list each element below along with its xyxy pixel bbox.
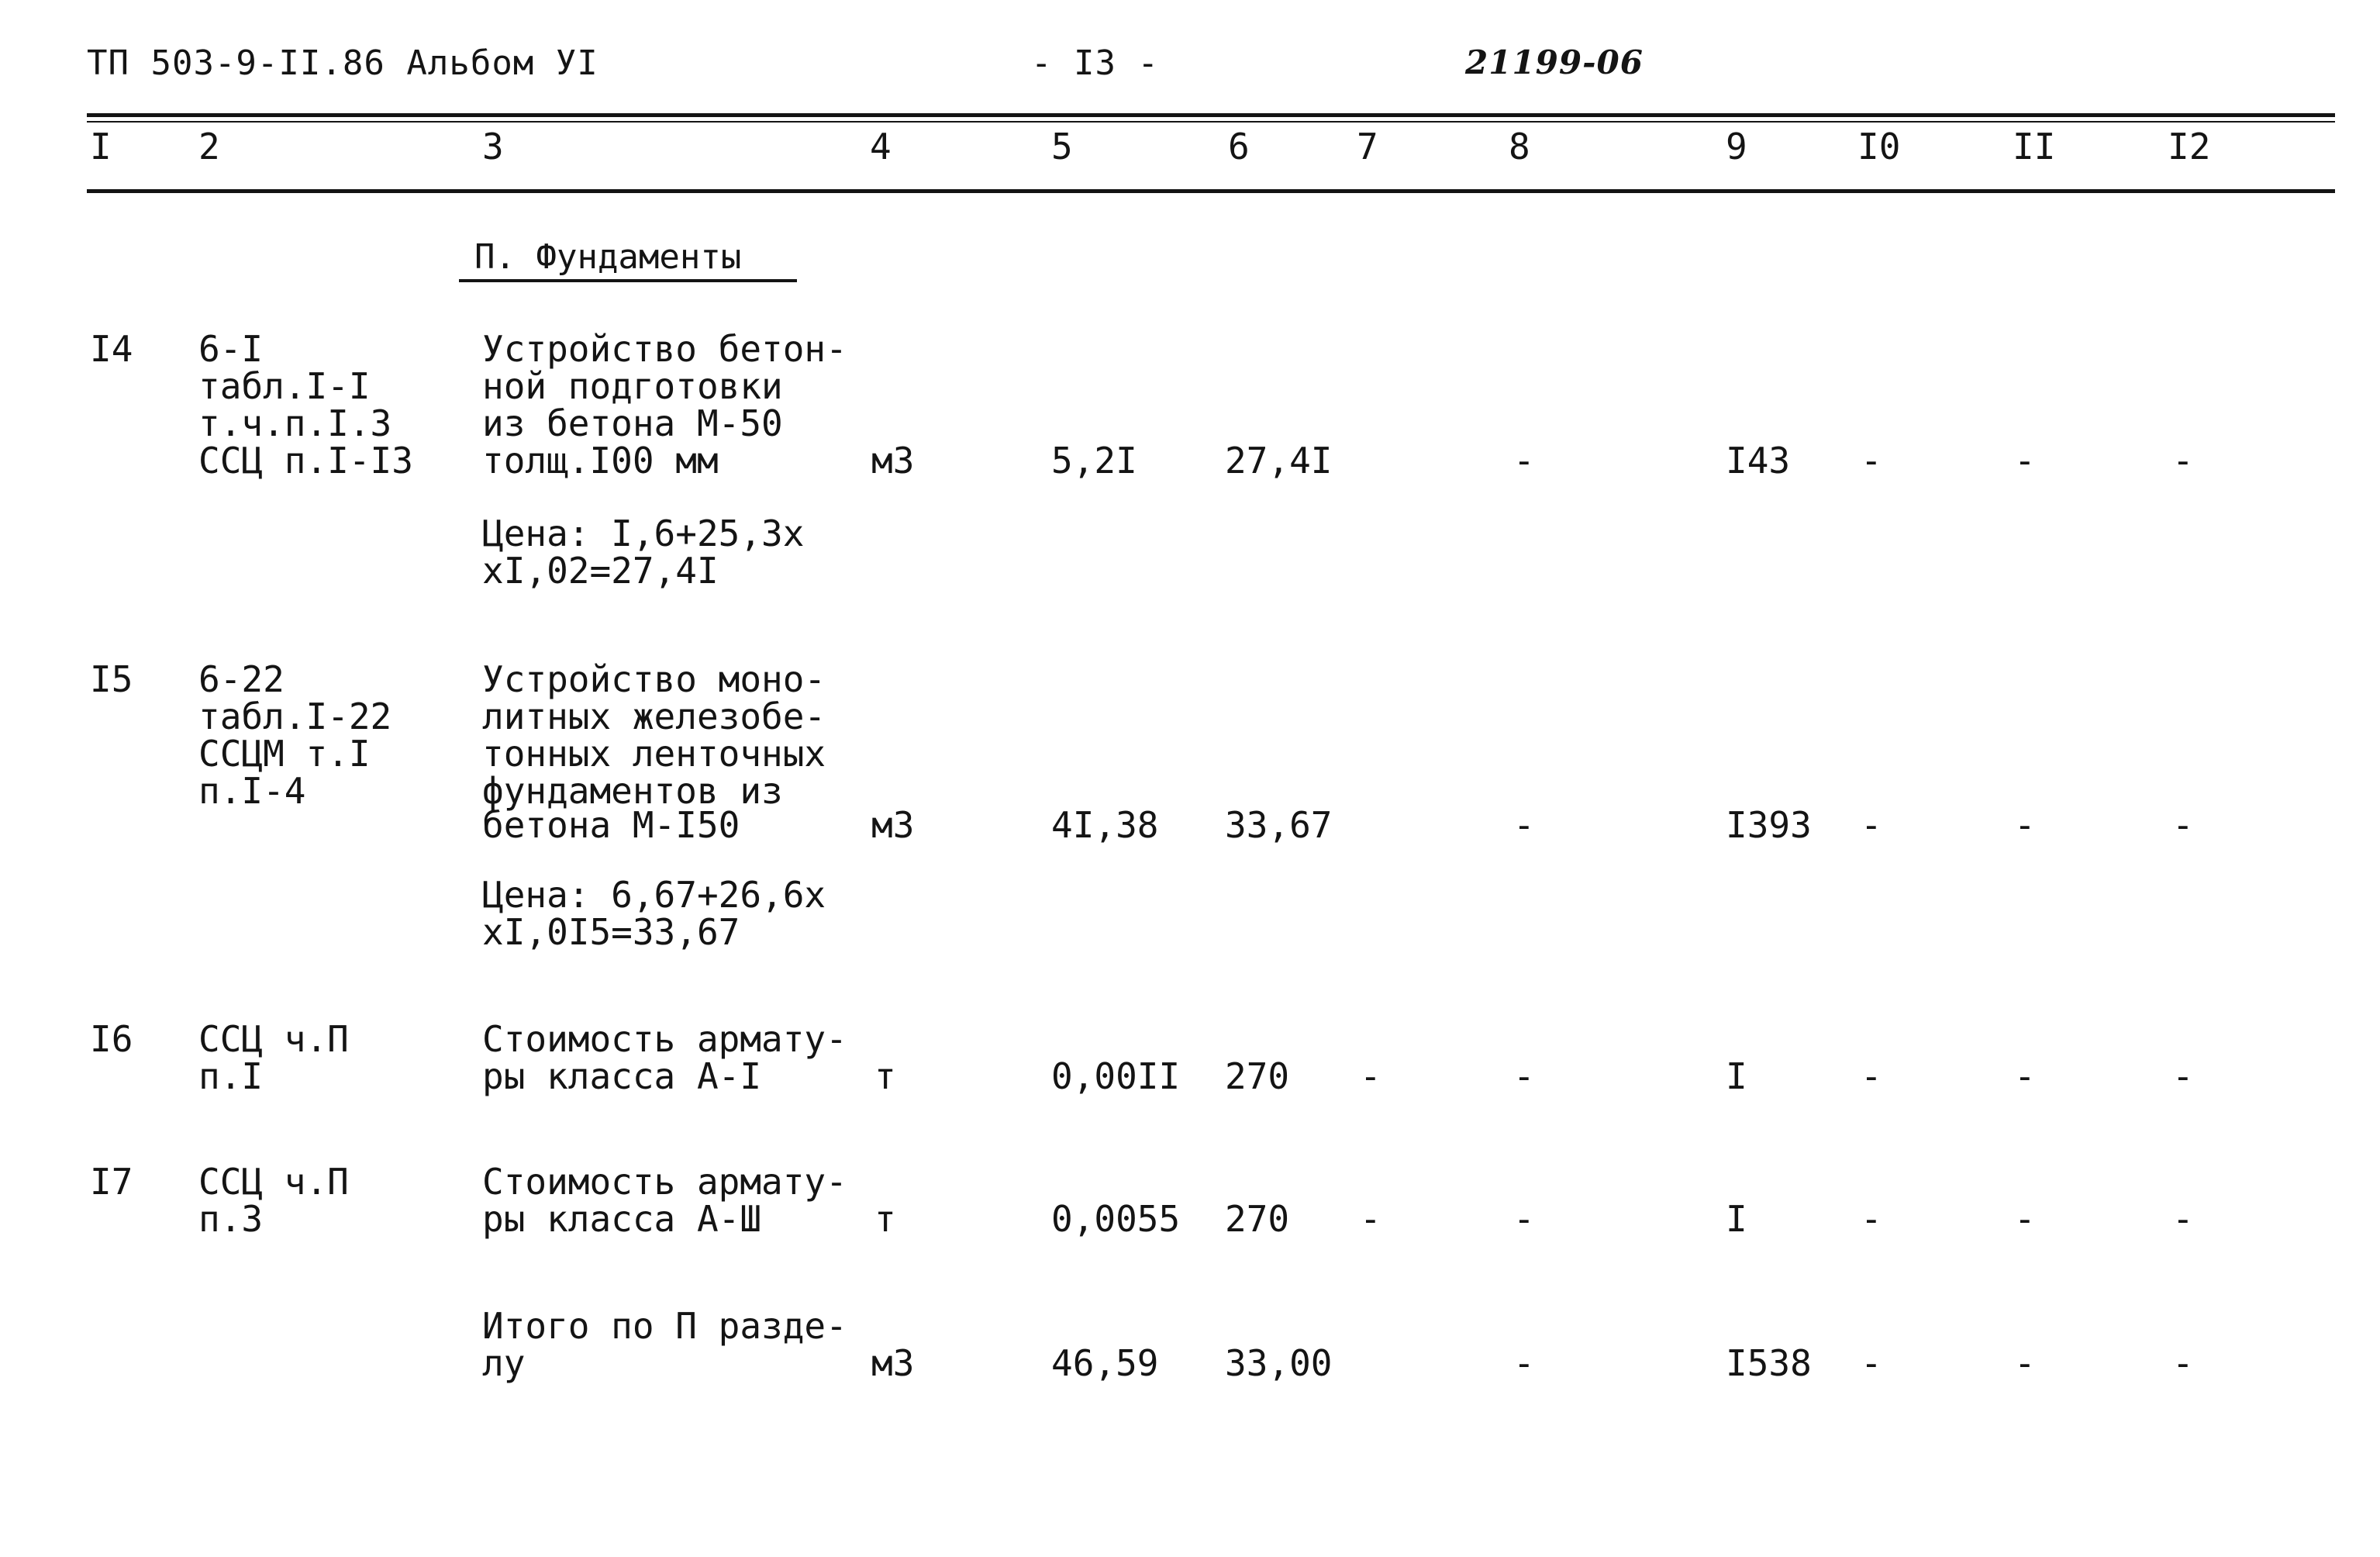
col11-cell: - [2014,1198,2036,1240]
total-cost-cell: I [1726,1055,1747,1097]
total-unit-price-cell: 33,00 [1225,1342,1333,1384]
col-header-9: 9 [1726,126,1747,167]
col-header-7: 7 [1357,126,1378,167]
quantity-cell: 5,2I [1051,440,1137,482]
col-header-3: 3 [482,126,504,167]
reference-line: т.ч.п.I.3 [198,402,392,444]
page-number: - I3 - [1031,43,1159,83]
price-line: Цена: I,6+25,3х [482,513,805,554]
document-code: ТП 503-9-II.86 Альбом УI [87,43,598,83]
description-line: ры класса А-I [482,1055,762,1097]
section-title-underline [459,279,797,282]
total-quantity-cell: 46,59 [1051,1342,1159,1384]
reference-line: ССЦМ т.I [198,733,371,775]
header-rule-top-thin [87,121,2335,123]
total-unit-cell: м3 [871,1342,915,1384]
handwritten-doc-number: 21199-06 [1465,43,1644,81]
price-line: хI,0I5=33,67 [482,911,740,953]
col-header-11: II [2013,126,2056,167]
col7-cell: - [1360,1055,1381,1097]
description-line: ры класса А-Ш [482,1198,762,1240]
total-cost-cell: I538 [1726,1342,1812,1384]
description-line: фундаментов из [482,770,783,812]
description-line: Стоимость армату- [482,1018,847,1060]
col-header-5: 5 [1051,126,1073,167]
total-col8-cell: - [1513,1342,1535,1384]
col-header-1: I [90,126,112,167]
unit-cell: м3 [871,440,915,482]
price-line: Цена: 6,67+26,6х [482,874,826,916]
col11-cell: - [2014,440,2036,482]
col12-cell: - [2172,1198,2194,1240]
reference-line: 6-22 [198,658,285,700]
quantity-cell: 0,00II [1051,1055,1181,1097]
section-title: П. Фундаменты [474,237,742,277]
quantity-cell: 0,0055 [1051,1198,1181,1240]
unit-cell: м3 [871,804,915,846]
col8-cell: - [1513,440,1535,482]
description-line: бетона М-I50 [482,804,740,846]
unit-cell: т [874,1055,896,1097]
unit-cell: т [874,1198,896,1240]
total-col11-cell: - [2014,1342,2036,1384]
col-header-2: 2 [198,126,220,167]
description-line: ной подготовки [482,365,783,407]
quantity-cell: 4I,38 [1051,804,1159,846]
col10-cell: - [1861,1055,1882,1097]
total-col12-cell: - [2172,1342,2194,1384]
header-rule-top [87,113,2335,117]
description-line: Стоимость армату- [482,1161,847,1203]
col-header-4: 4 [870,126,892,167]
reference-line: 6-I [198,328,264,370]
total-cost-cell: I43 [1726,440,1791,482]
col11-cell: - [2014,1055,2036,1097]
col-header-10: I0 [1857,126,1901,167]
description-line: тонных ленточных [482,733,826,775]
row-number: I4 [90,328,133,370]
col-header-8: 8 [1509,126,1530,167]
col-header-12: I2 [2168,126,2211,167]
col10-cell: - [1861,804,1882,846]
total-col10-cell: - [1861,1342,1882,1384]
col10-cell: - [1861,440,1882,482]
row-number: I5 [90,658,133,700]
col12-cell: - [2172,440,2194,482]
reference-line: п.I-4 [198,770,306,812]
description-line: Устройство бетон- [482,328,847,370]
total-description-line: лу [482,1342,526,1384]
header-rule-bottom [87,189,2335,193]
col8-cell: - [1513,804,1535,846]
col12-cell: - [2172,1055,2194,1097]
col12-cell: - [2172,804,2194,846]
unit-price-cell: 270 [1225,1198,1290,1240]
col7-cell: - [1360,1198,1381,1240]
description-line: литных железобе- [482,696,826,737]
unit-price-cell: 27,4I [1225,440,1333,482]
unit-price-cell: 270 [1225,1055,1290,1097]
total-cost-cell: I [1726,1198,1747,1240]
reference-line: п.3 [198,1198,264,1240]
price-line: хI,02=27,4I [482,550,719,592]
reference-line: табл.I-22 [198,696,392,737]
col8-cell: - [1513,1198,1535,1240]
col-header-6: 6 [1228,126,1250,167]
description-line: толщ.I00 мм [482,440,719,482]
col11-cell: - [2014,804,2036,846]
row-number: I6 [90,1018,133,1060]
reference-line: ССЦ п.I-I3 [198,440,413,482]
row-number: I7 [90,1161,133,1203]
reference-line: п.I [198,1055,264,1097]
reference-line: ССЦ ч.П [198,1161,349,1203]
reference-line: ССЦ ч.П [198,1018,349,1060]
description-line: Устройство моно- [482,658,826,700]
reference-line: табл.I-I [198,365,371,407]
col8-cell: - [1513,1055,1535,1097]
total-description-line: Итого по П разде- [482,1305,847,1347]
col10-cell: - [1861,1198,1882,1240]
total-cost-cell: I393 [1726,804,1812,846]
unit-price-cell: 33,67 [1225,804,1333,846]
description-line: из бетона М-50 [482,402,783,444]
